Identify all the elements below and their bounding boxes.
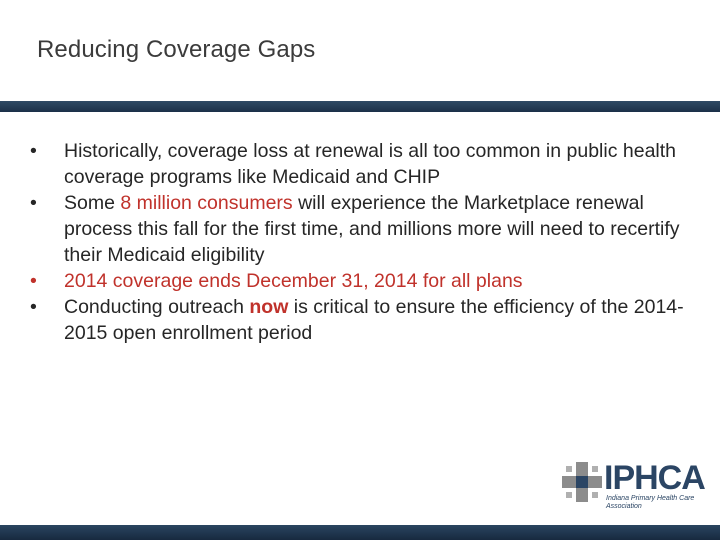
bullet-marker: • (30, 296, 37, 318)
bullet-marker: • (30, 270, 37, 292)
bullet-text: Conducting outreach (64, 296, 250, 318)
emphasis-now: now (249, 296, 289, 318)
iphca-logo-subtitle: Indiana Primary Health Care Association (606, 495, 695, 510)
iphca-logo-wordmark: IPHCA (604, 459, 705, 497)
bullet-text-continued: will experience the Marketplace renewal process this fall for the first time, and millions more will need to recertify their Medicaid eligibility (64, 192, 680, 266)
slide-title: Reducing Coverage Gaps (37, 36, 316, 63)
footer-band (0, 525, 720, 540)
bullet-text-continued: is critical to ensure the efficiency of the 2014-2015 open enrollment period (64, 296, 684, 344)
bullet-item-outreach-now (30, 294, 700, 346)
bullet-item-historically (30, 138, 700, 190)
bullet-marker: • (30, 192, 37, 214)
bullet-item-coverage-ends (30, 268, 700, 294)
highlight-8-million-consumers: 8 million consumers (120, 192, 293, 214)
iphca-logo-mark-icon (562, 460, 602, 504)
bullet-text: Some (64, 192, 121, 214)
bullet-text: 2014 coverage ends December 31, 2014 for all plans (64, 270, 523, 292)
bullet-item-8-million (30, 190, 700, 268)
bullet-marker: • (30, 140, 37, 162)
bullet-list (30, 138, 700, 346)
bullet-text: Historically, coverage loss at renewal is all too common in public health coverage programs like Medicaid and CHIP (64, 140, 677, 188)
header-divider-band (0, 101, 720, 112)
iphca-logo (562, 458, 712, 516)
